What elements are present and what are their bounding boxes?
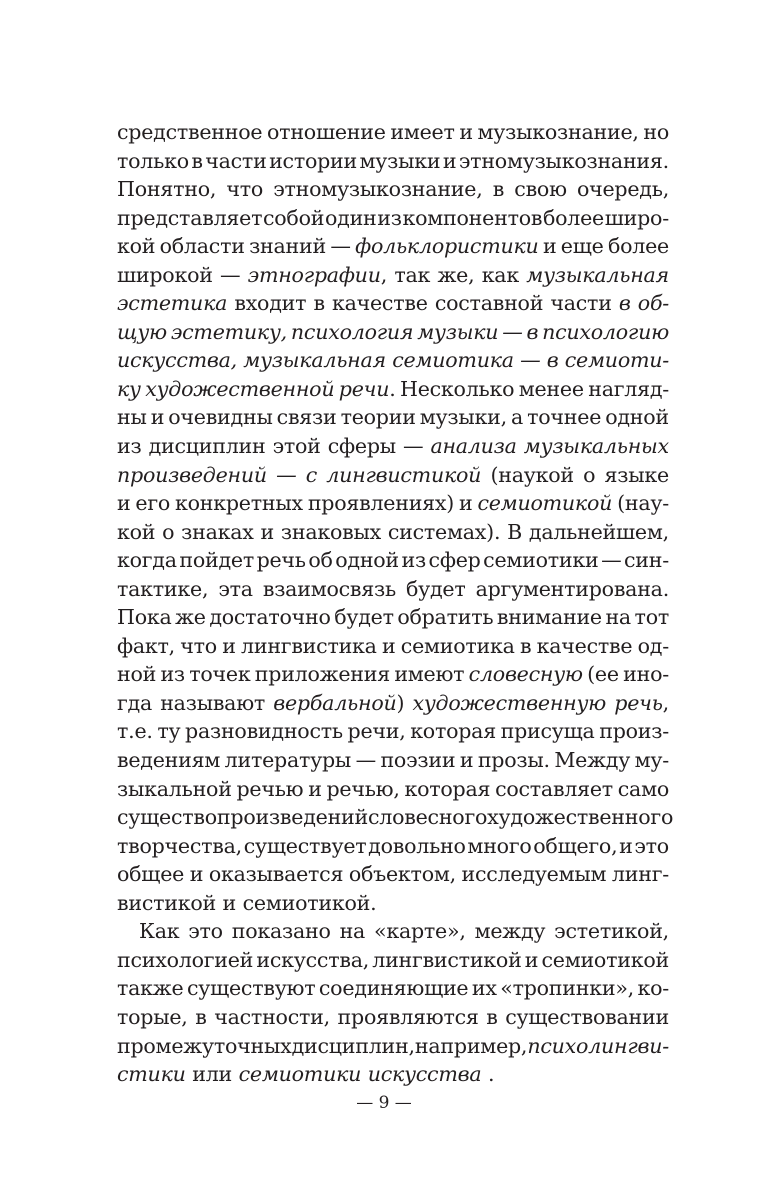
text-line bbox=[117, 832, 669, 861]
word: средственное bbox=[117, 120, 263, 144]
word: Как bbox=[139, 919, 180, 944]
word: существовании bbox=[505, 1004, 669, 1029]
word: как bbox=[481, 262, 519, 287]
word: качестве bbox=[331, 291, 428, 316]
word: (наукой bbox=[490, 462, 574, 487]
word: промежуточных bbox=[117, 1033, 292, 1058]
word: эстетику, bbox=[170, 319, 287, 344]
word: языке bbox=[604, 462, 669, 487]
word: «карте», bbox=[373, 919, 466, 944]
text-line bbox=[117, 660, 669, 689]
word: приложения bbox=[254, 662, 390, 687]
word: семиотикой bbox=[541, 947, 669, 972]
word: произведений bbox=[216, 805, 368, 830]
word: это bbox=[634, 833, 669, 858]
word: обратить bbox=[397, 605, 494, 630]
word: исследуемым bbox=[461, 862, 607, 887]
word: что bbox=[180, 633, 217, 658]
word: связи bbox=[276, 405, 337, 430]
word: музыкальная bbox=[526, 262, 669, 287]
word: тот bbox=[634, 605, 669, 630]
word: лингвистикой bbox=[372, 947, 522, 972]
word: части bbox=[550, 291, 612, 316]
word: музыкальных bbox=[523, 434, 669, 459]
word: взаимосвязь bbox=[262, 576, 396, 601]
word: одной bbox=[335, 548, 399, 573]
word: компонентов bbox=[402, 205, 543, 230]
word: которая bbox=[410, 719, 496, 744]
word: ко- bbox=[637, 976, 669, 1001]
word: о bbox=[162, 519, 175, 544]
word: будет bbox=[334, 605, 394, 630]
word: этномузыкознания. bbox=[458, 148, 669, 173]
word: этнографии, bbox=[247, 262, 388, 287]
word: (ее bbox=[587, 662, 619, 687]
word: ту bbox=[157, 719, 181, 744]
word: из bbox=[117, 434, 142, 459]
word: анализа bbox=[430, 434, 517, 459]
word: музыкознание, bbox=[477, 120, 639, 144]
word: семиоти- bbox=[564, 348, 669, 373]
word: речью bbox=[236, 776, 304, 801]
word: например, bbox=[414, 1033, 528, 1058]
word: Несколько bbox=[400, 376, 515, 401]
word: в bbox=[618, 291, 631, 316]
word: проявлениях) bbox=[307, 491, 455, 516]
word: — bbox=[276, 462, 297, 487]
text-line bbox=[117, 546, 669, 575]
word: сфер bbox=[428, 548, 481, 573]
word: и bbox=[117, 491, 131, 516]
word: разновидность bbox=[185, 719, 343, 744]
word: соединяющие bbox=[318, 976, 469, 1001]
word: речи. bbox=[338, 376, 396, 401]
word: менее bbox=[518, 376, 584, 401]
word: и bbox=[150, 405, 165, 430]
word: ной bbox=[117, 662, 157, 687]
word: же bbox=[175, 605, 206, 630]
word: существо bbox=[117, 805, 217, 830]
word: факт, bbox=[117, 633, 175, 658]
word: и bbox=[459, 120, 473, 144]
word: свою bbox=[514, 177, 567, 202]
word: их bbox=[471, 976, 497, 1001]
text-line bbox=[117, 375, 669, 404]
word: искусства . bbox=[367, 1062, 495, 1087]
word: что bbox=[226, 177, 264, 202]
text-line bbox=[117, 575, 669, 604]
word: семиотики bbox=[483, 548, 599, 573]
word: только bbox=[117, 148, 189, 173]
word: очередь, bbox=[576, 177, 669, 202]
word: и bbox=[459, 748, 474, 773]
word: объектом, bbox=[348, 862, 456, 887]
word: — bbox=[330, 234, 351, 259]
word: гда bbox=[117, 690, 152, 715]
word: дисциплин, bbox=[291, 1033, 415, 1058]
word: входит bbox=[234, 291, 307, 316]
word: музыки, bbox=[419, 405, 507, 430]
text-line bbox=[117, 946, 669, 975]
word: внимание bbox=[496, 605, 602, 630]
word: же, bbox=[437, 262, 475, 287]
word: еще bbox=[560, 234, 604, 259]
word: точнее bbox=[527, 405, 602, 430]
word: т.е. bbox=[117, 719, 153, 744]
word: этномузыкознание, bbox=[273, 177, 483, 202]
word: имеют bbox=[394, 662, 465, 687]
word: сферы bbox=[327, 434, 396, 459]
word: очевидны bbox=[168, 405, 273, 430]
word: в bbox=[526, 319, 539, 344]
word: речью, bbox=[326, 776, 400, 801]
word: нагляд- bbox=[588, 376, 669, 401]
word: оказывается bbox=[208, 862, 344, 887]
text-line bbox=[117, 1003, 669, 1032]
word: — bbox=[520, 348, 541, 373]
word: само bbox=[617, 776, 669, 801]
text-line bbox=[117, 318, 669, 347]
word: отношение bbox=[267, 120, 386, 144]
word: му- bbox=[634, 748, 669, 773]
text-line bbox=[117, 489, 669, 518]
word: части bbox=[205, 148, 267, 173]
word: дисциплин bbox=[148, 434, 266, 459]
paragraph bbox=[117, 917, 669, 1088]
word: конкретных bbox=[175, 491, 303, 516]
text-line bbox=[117, 261, 669, 290]
word: В bbox=[507, 519, 523, 544]
word: и bbox=[524, 947, 539, 972]
word: прозы. bbox=[477, 748, 550, 773]
text-line bbox=[117, 1060, 669, 1089]
word: присуща bbox=[500, 719, 595, 744]
word: собой bbox=[263, 205, 325, 230]
word: дальнейшем, bbox=[528, 519, 669, 544]
word: психологию bbox=[542, 319, 669, 344]
text-line bbox=[117, 118, 669, 147]
word: более bbox=[607, 234, 669, 259]
word: зыкальной bbox=[117, 776, 232, 801]
word: Понятно, bbox=[117, 177, 217, 202]
word: семиотика bbox=[400, 633, 515, 658]
word: аргументирована. bbox=[475, 576, 669, 601]
word: более bbox=[542, 205, 604, 230]
word: лингвистикой bbox=[326, 462, 482, 487]
word: в bbox=[195, 1004, 207, 1029]
word: его bbox=[135, 491, 171, 516]
word: вербальной) bbox=[273, 690, 405, 715]
word: достаточно bbox=[209, 605, 331, 630]
word: об- bbox=[637, 291, 669, 316]
word: общего, bbox=[533, 833, 618, 858]
word: о bbox=[583, 462, 596, 487]
text-line bbox=[117, 147, 669, 176]
word: когда bbox=[117, 548, 177, 573]
text-line bbox=[117, 917, 669, 946]
word: Пока bbox=[117, 605, 172, 630]
text-line bbox=[117, 432, 669, 461]
text-line bbox=[117, 175, 669, 204]
word: знаковых bbox=[280, 519, 381, 544]
word: эстетика bbox=[117, 291, 228, 316]
word: и bbox=[222, 633, 236, 658]
word: кой bbox=[117, 519, 156, 544]
text-line bbox=[117, 632, 669, 661]
word: ведениям bbox=[117, 748, 221, 773]
word: один bbox=[324, 205, 377, 230]
word: и bbox=[308, 776, 322, 801]
word: широ- bbox=[604, 205, 669, 230]
word: словесного bbox=[368, 805, 488, 830]
word: системах). bbox=[387, 519, 501, 544]
word: одной bbox=[605, 405, 669, 430]
word: которая bbox=[404, 776, 491, 801]
word: проявляются bbox=[337, 1004, 479, 1029]
text-line bbox=[117, 775, 669, 804]
word: «тропинки», bbox=[500, 976, 634, 1001]
text-line bbox=[117, 461, 669, 490]
word: представляет bbox=[117, 205, 263, 230]
word: показано bbox=[231, 919, 331, 944]
word: музыкальная bbox=[243, 348, 386, 373]
text-line bbox=[117, 974, 669, 1003]
word: поэзии bbox=[380, 748, 456, 773]
word: ино- bbox=[623, 662, 669, 687]
word: семиотики bbox=[238, 1062, 362, 1087]
word: искусства, bbox=[256, 947, 370, 972]
word: и bbox=[382, 633, 396, 658]
text-line bbox=[117, 403, 669, 432]
word: — bbox=[601, 548, 622, 573]
word: эстетикой, bbox=[554, 919, 669, 944]
word: и bbox=[542, 234, 557, 259]
word: в bbox=[313, 291, 325, 316]
text-line bbox=[117, 746, 669, 775]
word: это bbox=[188, 919, 223, 944]
word: и bbox=[189, 862, 204, 887]
word: од- bbox=[637, 633, 669, 658]
text-line bbox=[117, 603, 669, 632]
word: эта bbox=[218, 576, 253, 601]
word: называют bbox=[160, 690, 266, 715]
word: но bbox=[643, 120, 669, 144]
word: — bbox=[502, 319, 523, 344]
word: вистикой bbox=[117, 890, 216, 915]
word: лингвистика bbox=[241, 633, 377, 658]
word: об bbox=[308, 548, 333, 573]
text-line bbox=[117, 717, 669, 746]
word: и bbox=[442, 148, 457, 173]
text-line bbox=[117, 689, 669, 718]
word: и bbox=[619, 833, 633, 858]
word: ку bbox=[117, 376, 141, 401]
word: существуют bbox=[186, 976, 316, 1001]
text-line bbox=[117, 518, 669, 547]
text-line bbox=[117, 346, 669, 375]
word: составной bbox=[434, 291, 544, 316]
page-body bbox=[117, 118, 674, 1089]
word: творчества, bbox=[117, 833, 242, 858]
word: художественную bbox=[412, 690, 607, 715]
word: из bbox=[377, 205, 402, 230]
word: психолингви- bbox=[527, 1033, 669, 1058]
word: существует bbox=[243, 833, 367, 858]
word: стики bbox=[117, 1062, 186, 1087]
word: фольклористики bbox=[355, 234, 539, 259]
word: музыки bbox=[417, 319, 499, 344]
word: кой bbox=[117, 234, 156, 259]
word: частности, bbox=[214, 1004, 330, 1029]
text-line bbox=[117, 1032, 669, 1061]
word: — bbox=[355, 748, 376, 773]
word: психология bbox=[290, 319, 414, 344]
word: между bbox=[474, 919, 546, 944]
word: семиотика bbox=[392, 348, 514, 373]
word: в bbox=[191, 148, 203, 173]
word: пойдет bbox=[179, 548, 254, 573]
word: музыки bbox=[359, 148, 441, 173]
word: (нау- bbox=[617, 491, 669, 516]
word: качестве bbox=[536, 633, 633, 658]
word: так bbox=[394, 262, 431, 287]
word: и bbox=[260, 519, 275, 544]
word: составляет bbox=[495, 776, 613, 801]
word: литературы bbox=[224, 748, 352, 773]
word: речь, bbox=[614, 690, 669, 715]
word: знаний bbox=[249, 234, 326, 259]
word: или bbox=[192, 1062, 233, 1087]
word: истории bbox=[269, 148, 357, 173]
page-number: — 9 — bbox=[356, 1093, 412, 1113]
word: и bbox=[222, 890, 237, 915]
word: довольно bbox=[368, 833, 466, 858]
word: из bbox=[160, 662, 185, 687]
word: в bbox=[546, 348, 559, 373]
word: ны bbox=[117, 405, 147, 430]
text-line bbox=[117, 289, 669, 318]
word: из bbox=[401, 548, 426, 573]
word: общее bbox=[117, 862, 185, 887]
text-line bbox=[117, 889, 669, 918]
text-line bbox=[117, 860, 669, 889]
paragraph bbox=[117, 118, 674, 917]
word: в bbox=[486, 1004, 498, 1029]
word: теории bbox=[340, 405, 416, 430]
word: на bbox=[339, 919, 366, 944]
word: с bbox=[305, 462, 318, 487]
word: а bbox=[511, 405, 524, 430]
word: произведений bbox=[117, 462, 267, 487]
word: словесную bbox=[468, 662, 583, 687]
text-line bbox=[117, 204, 669, 233]
word: и bbox=[459, 491, 473, 516]
word: син- bbox=[624, 548, 669, 573]
word: имеет bbox=[390, 120, 455, 144]
word: области bbox=[159, 234, 245, 259]
word: семиотикой. bbox=[242, 890, 377, 915]
text-line bbox=[117, 232, 669, 261]
word: произ- bbox=[599, 719, 669, 744]
word: этой bbox=[272, 434, 321, 459]
word: будет bbox=[405, 576, 466, 601]
word: торые, bbox=[117, 1004, 188, 1029]
word: речь bbox=[256, 548, 306, 573]
word: — bbox=[220, 262, 241, 287]
word: психологией bbox=[117, 947, 254, 972]
text-line bbox=[117, 803, 674, 832]
word: художественного bbox=[487, 805, 674, 830]
word: знаках bbox=[181, 519, 254, 544]
word: линг- bbox=[611, 862, 669, 887]
word: семиотикой bbox=[477, 491, 613, 516]
word: на bbox=[605, 605, 631, 630]
word: Между bbox=[554, 748, 631, 773]
word: также bbox=[117, 976, 184, 1001]
word: много bbox=[467, 833, 532, 858]
word: щую bbox=[117, 319, 167, 344]
word: тактике, bbox=[117, 576, 209, 601]
word: искусства, bbox=[117, 348, 237, 373]
word: в bbox=[492, 177, 505, 202]
word: — bbox=[403, 434, 424, 459]
word: широкой bbox=[117, 262, 213, 287]
word: точек bbox=[189, 662, 251, 687]
word: художественной bbox=[145, 376, 335, 401]
word: в bbox=[519, 633, 532, 658]
word: речи, bbox=[347, 719, 406, 744]
